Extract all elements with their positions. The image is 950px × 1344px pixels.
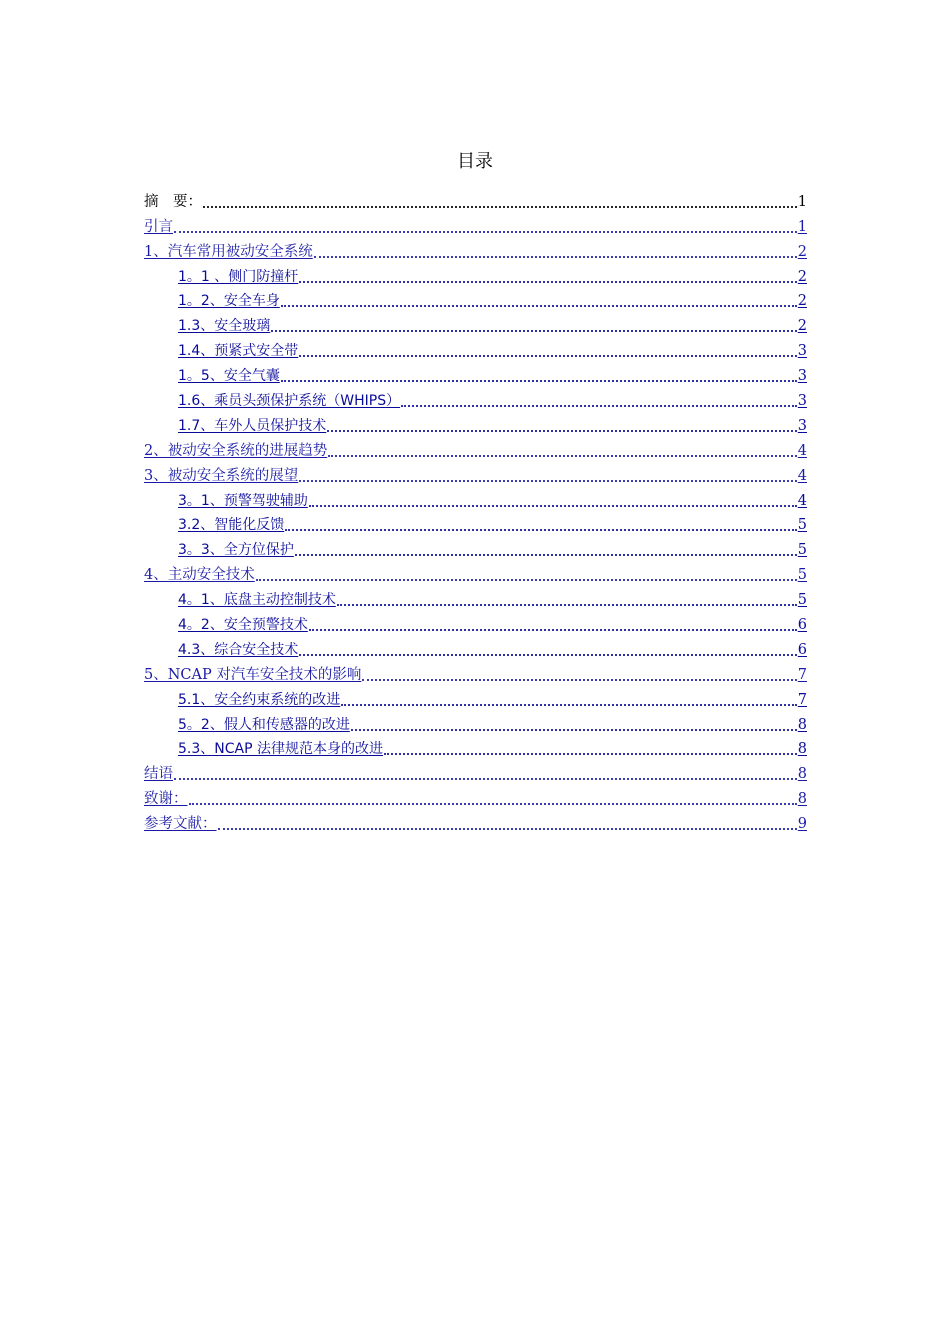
toc-entry[interactable] [144,236,807,261]
toc-entry-page-number: 6 [797,641,807,658]
toc-entry[interactable] [144,286,807,311]
toc-entry[interactable] [144,758,807,783]
toc-entry[interactable] [144,211,807,236]
toc-entry-page-number: 3 [797,393,807,410]
toc-entry-label: 引言 [144,218,173,235]
toc-entry[interactable] [144,609,807,634]
dot-leader [309,505,797,507]
toc-entry[interactable] [144,310,807,335]
dot-leader [314,256,797,258]
toc-entry[interactable] [144,734,807,759]
toc-entry[interactable] [144,360,807,385]
dot-leader [299,355,797,357]
dot-leader [281,380,797,382]
toc-entry-label: 3.2、智能化反馈 [178,517,285,534]
toc-entry[interactable] [144,435,807,460]
dot-leader [337,604,797,606]
toc-entry-label: 4.3、综合安全技术 [178,641,299,658]
toc-entry-page-number: 2 [797,318,807,335]
toc-entry-label: 3。3、全方位保护 [178,542,294,559]
toc-entry-label: 2、被动安全系统的进展趋势 [144,442,328,459]
toc-entry[interactable] [144,559,807,584]
toc-entry-page-number: 3 [797,368,807,385]
dot-leader [174,231,797,233]
toc-entry-label: 参考文献： [144,816,217,833]
toc-entry-label: 1.3、安全玻璃 [178,318,271,335]
toc-entry-page-number: 7 [797,691,807,708]
dot-leader [174,778,797,780]
dot-leader [285,529,797,531]
dot-leader [203,206,797,208]
dot-leader [299,654,797,656]
toc-entry-label: 摘 要： [144,193,202,210]
toc-entry[interactable] [144,385,807,410]
toc-entry-page-number: 5 [797,542,807,559]
toc-entry[interactable] [144,808,807,833]
toc-entry-label: 4。1、底盘主动控制技术 [178,592,336,609]
dot-leader [299,480,797,482]
dot-leader [299,281,797,283]
toc-entry-page-number: 9 [797,816,807,833]
toc-entry-page-number: 8 [797,716,807,733]
toc-entry-label: 1、汽车常用被动安全系统 [144,243,313,260]
dot-leader [309,629,797,631]
toc-entry-page-number: 7 [797,666,807,683]
toc-entry-page-number: 2 [797,243,807,260]
toc-entry-label: 3。1、预警驾驶辅助 [178,492,308,509]
toc-entry[interactable] [144,783,807,808]
toc-entry[interactable] [144,335,807,360]
toc-entry[interactable] [144,510,807,535]
toc-entry[interactable] [144,684,807,709]
toc-entry-page-number: 4 [797,492,807,509]
dot-leader [401,405,797,407]
toc-entry-label: 1。5、安全气囊 [178,368,280,385]
dot-leader [341,704,797,706]
toc-entry-label: 5.3、NCAP 法律规范本身的改进 [178,741,383,758]
toc-entry[interactable] [144,485,807,510]
toc-entry[interactable] [144,709,807,734]
toc-entry-page-number: 5 [797,592,807,609]
toc-entry-label: 5.1、安全约束系统的改进 [178,691,341,708]
dot-leader [384,753,797,755]
dot-leader [328,455,797,457]
table-of-contents [144,186,807,833]
toc-entry-label: 致谢： [144,791,188,808]
toc-entry-page-number: 5 [797,517,807,534]
dot-leader [189,803,797,805]
toc-entry-label: 4、主动安全技术 [144,567,255,584]
toc-entry[interactable] [144,410,807,435]
toc-entry-label: 5。2、假人和传感器的改进 [178,716,350,733]
dot-leader [295,554,797,556]
dot-leader [351,729,797,731]
toc-entry-page-number: 8 [797,766,807,783]
toc-entry-label: 5、NCAP 对汽车安全技术的影响 [144,666,362,683]
toc-entry-page-number: 3 [797,343,807,360]
dot-leader [281,305,797,307]
toc-entry-label: 1.6、乘员头颈保护系统（WHIPS） [178,393,401,410]
toc-title: 目录 [457,151,493,172]
toc-entry-label: 3、被动安全系统的展望 [144,467,299,484]
dot-leader [327,430,797,432]
dot-leader [271,330,797,332]
toc-entry-label: 1。1 、侧门防撞杆 [178,268,299,285]
toc-entry-label: 1.4、预紧式安全带 [178,343,299,360]
toc-entry-label: 4。2、安全预警技术 [178,617,308,634]
toc-entry-page-number: 2 [797,268,807,285]
toc-entry[interactable] [144,634,807,659]
toc-entry-page-number: 2 [797,293,807,310]
toc-entry-page-number: 6 [797,617,807,634]
toc-entry-page-number: 1 [797,193,807,210]
toc-entry-page-number: 4 [797,467,807,484]
dot-leader [256,579,797,581]
toc-entry[interactable] [144,659,807,684]
toc-entry[interactable] [144,460,807,485]
toc-entry-label: 1。2、安全车身 [178,293,280,310]
dot-leader [362,679,796,681]
dot-leader [218,828,797,830]
toc-entry-page-number: 4 [797,442,807,459]
toc-entry[interactable] [144,261,807,286]
toc-entry [144,186,807,211]
toc-entry-page-number: 8 [797,741,807,758]
toc-entry[interactable] [144,534,807,559]
toc-entry-label: 结语 [144,766,173,783]
toc-entry[interactable] [144,584,807,609]
toc-entry-page-number: 5 [797,567,807,584]
toc-entry-page-number: 1 [797,218,807,235]
toc-entry-page-number: 3 [797,417,807,434]
toc-entry-page-number: 8 [797,791,807,808]
toc-entry-label: 1.7、车外人员保护技术 [178,417,327,434]
